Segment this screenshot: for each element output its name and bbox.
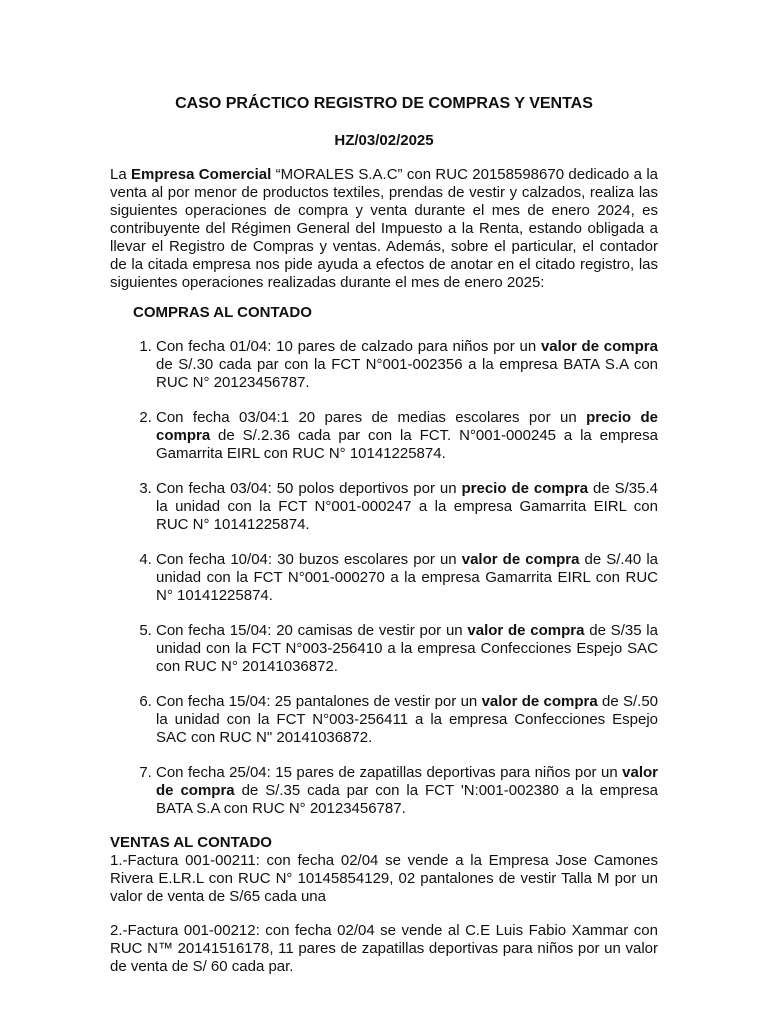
compra-text: de S/.50 la unidad con la FCT N°003-256411 a la empresa Confecciones Espejo SAC con RUC N" 20141036872. xyxy=(156,693,659,746)
intro-paragraph xyxy=(110,166,658,292)
compra-text: de S/.35 cada par con la FCT 'N:001-002380 a la empresa BATA S.A con RUC N° 20123456787. xyxy=(156,782,658,817)
compra-item xyxy=(156,622,658,676)
compra-text: Con fecha 15/04: 25 pantalones de vestir por un xyxy=(156,693,482,710)
venta-item: 1.-Factura 001-00211: con fecha 02/04 se vende a la Empresa Jose Camones Rivera E.LR.L con RUC N° 10145854129, 02 pantalones de vestir Talla M por un valor de venta de S/65 cada una xyxy=(110,852,658,905)
compra-bold: precio de compra xyxy=(461,480,589,497)
intro-rest: “MORALES S.A.C” con RUC 20158598670 dedicado a la venta al por menor de productos textiles, prendas de vestir y calzados, realiza las siguientes operaciones de compra y venta durante el mes de enero 2024, es contribuyente del Régimen General del Impuesto a la Renta, estando obligada a llevar el Registro de Compras y ventas. Además, sobre el particular, el contador de la citada empresa nos pide ayuda a efectos de anotar en el citado registro, las siguientes operaciones realizadas durante el mes de enero 2025: xyxy=(110,166,658,291)
compra-text: de S/.2.36 cada par con la FCT. N°001-000245 a la empresa Gamarrita EIRL con RUC N° 10141225874. xyxy=(156,427,658,462)
compra-text: de S/35 la unidad con la FCT N°003-256410 a la empresa Confecciones Espejo SAC con RUC N° 20141036872. xyxy=(156,622,658,675)
compra-bold: precio de compra xyxy=(156,409,658,444)
compra-text: Con fecha 03/04:1 20 pares de medias escolares por un xyxy=(156,409,587,426)
compra-text: Con fecha 15/04: 20 camisas de vestir por un xyxy=(156,622,468,639)
compras-list xyxy=(110,338,658,818)
compra-bold: valor de compra xyxy=(156,764,658,799)
compra-item xyxy=(156,764,658,818)
compra-text: Con fecha 25/04: 15 pares de zapatillas deportivas para niños por un xyxy=(156,764,623,781)
compra-bold: valor de compra xyxy=(467,622,585,639)
compras-heading: COMPRAS AL CONTADO xyxy=(133,304,312,321)
compra-text: de S/35.4 la unidad con la FCT N°001-000247 a la empresa Gamarrita EIRL con RUC N° 10141225874. xyxy=(156,480,658,533)
compra-text: de S/.30 cada par con la FCT N°001-002356 a la empresa BATA S.A con RUC N° 20123456787. xyxy=(156,356,658,391)
compra-bold: valor de compra xyxy=(461,551,580,568)
intro-bold: Empresa Comercial xyxy=(131,166,272,183)
compra-bold: valor de compra xyxy=(481,693,598,710)
intro-prefix: La xyxy=(110,166,132,183)
compra-bold: valor de compra xyxy=(540,338,658,355)
compra-item xyxy=(156,409,658,463)
document-code: HZ/03/02/2025 xyxy=(334,132,434,149)
compra-item xyxy=(156,480,658,534)
venta-item: 2.-Factura 001-00212: con fecha 02/04 se vende al C.E Luis Fabio Xammar con RUC N™ 20141516178, 11 pares de zapatillas deportivas para niños por un valor de venta de S/ 60 cada par. xyxy=(110,922,658,975)
ventas-heading: VENTAS AL CONTADO xyxy=(110,834,272,851)
document-title: CASO PRÁCTICO REGISTRO DE COMPRAS Y VENTAS xyxy=(175,95,593,112)
compra-text: Con fecha 03/04: 50 polos deportivos por un xyxy=(156,480,462,497)
compra-text: de S/.40 la unidad con la FCT N°001-000270 a la empresa Gamarrita EIRL con RUC N° 10141225874. xyxy=(156,551,659,604)
compra-text: Con fecha 10/04: 30 buzos escolares por un xyxy=(156,551,462,568)
compra-item xyxy=(156,338,658,392)
compra-text: Con fecha 01/04: 10 pares de calzado para niños por un xyxy=(156,338,541,355)
compra-item xyxy=(156,693,658,747)
compra-item xyxy=(156,551,658,605)
